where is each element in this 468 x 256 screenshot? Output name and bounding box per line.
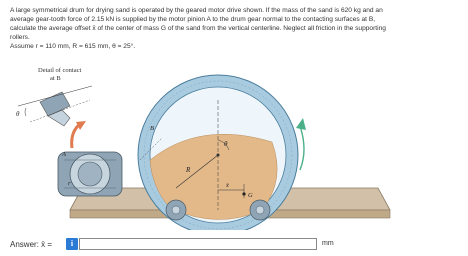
answer-label: Answer: x̄ =: [10, 240, 53, 249]
problem-statement: [10, 6, 462, 51]
rotation-arrow-icon: [300, 126, 304, 170]
label-xbar: x̄: [226, 182, 229, 189]
problem-line-2: average gear-tooth force of 2.15 kN is supplied by the motor pinion A to the drum gear normal to the contacting surfaces at B,: [10, 16, 376, 23]
label-G: G: [248, 192, 253, 199]
label-theta-drum: θ: [224, 140, 228, 148]
drum-figure: [0, 60, 468, 230]
detail-title: Detail of contact: [38, 67, 82, 74]
detail-contact-sketch: [18, 86, 92, 126]
drum: [138, 75, 298, 230]
problem-line-3: calculate the average offset x̄ of the center of mass G of the sand from the vertical centerline. Neglect all friction in the supporting: [10, 25, 386, 32]
label-R: R: [186, 166, 191, 174]
label-B: B: [150, 125, 154, 132]
drum-diagram: [0, 60, 468, 230]
detail-subtitle: at B: [50, 75, 61, 82]
label-a: A: [62, 151, 66, 158]
answer-input[interactable]: [79, 238, 317, 250]
label-r: r: [68, 180, 71, 187]
detail-theta-label: θ: [16, 110, 20, 118]
detail-arrow-icon: [72, 124, 80, 148]
problem-givens: Assume r = 110 mm, R = 615 mm, θ = 25°.: [10, 43, 136, 50]
problem-line-1: A large symmetrical drum for drying sand is operated by the geared motor drive shown. If the mass of the sand is 620 kg and an: [10, 7, 383, 14]
answer-row: [10, 238, 466, 252]
center-of-mass-g: [242, 192, 245, 195]
motor: [58, 152, 122, 196]
rotation-arrow-head-icon: [296, 118, 306, 130]
answer-unit: mm: [322, 240, 334, 247]
drum-center: [217, 154, 220, 157]
problem-line-4: rollers.: [10, 34, 30, 41]
info-icon[interactable]: i: [66, 238, 78, 250]
